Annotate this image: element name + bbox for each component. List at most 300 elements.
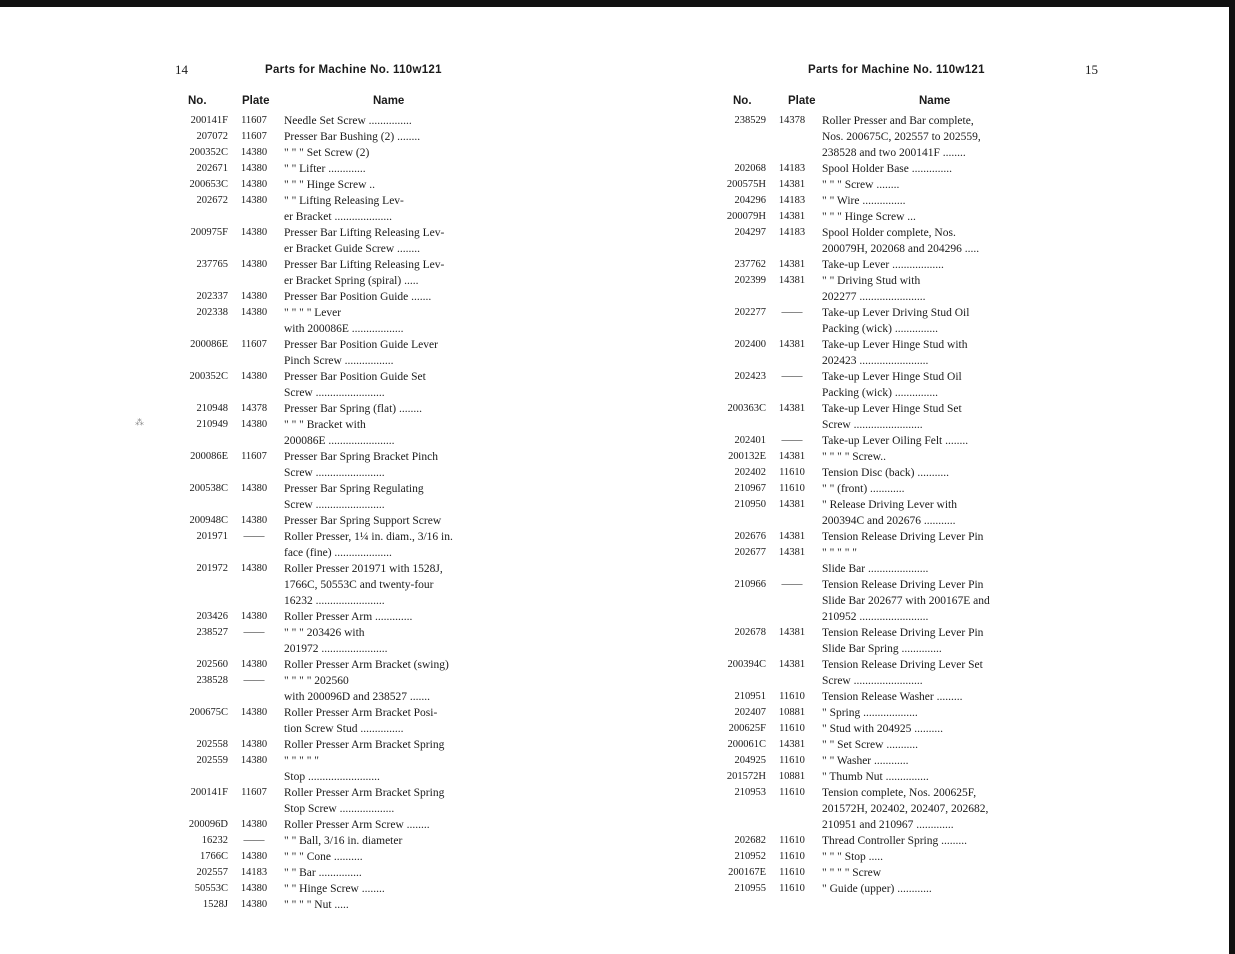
plate-number: 14380: [240, 163, 268, 174]
part-name: " " Hinge Screw ........: [284, 883, 385, 895]
part-number: 210952: [734, 851, 766, 862]
part-name: Packing (wick) ...............: [822, 387, 938, 399]
part-number: 210950: [734, 499, 766, 510]
table-row: [706, 561, 1058, 577]
table-row: [170, 849, 515, 865]
table-row: [706, 625, 1058, 641]
plate-number: 14381: [778, 627, 806, 638]
table-row: [706, 817, 1058, 833]
part-name: Slide Bar Spring ..............: [822, 643, 942, 655]
part-number: 200079H: [726, 211, 766, 222]
table-row: [170, 273, 515, 289]
table-row: [170, 321, 515, 337]
right-header-no: No.: [733, 95, 752, 107]
table-row: [706, 577, 1058, 593]
table-row: [706, 849, 1058, 865]
right-column-headers: [706, 95, 1066, 111]
plate-number: 14380: [240, 259, 268, 270]
part-number: 202423: [734, 371, 766, 382]
table-row: [170, 641, 515, 657]
part-name: Presser Bar Lifting Releasing Lev-: [284, 259, 445, 271]
part-name: er Bracket ....................: [284, 211, 392, 223]
plate-number: 14380: [240, 147, 268, 158]
part-number: 202068: [734, 163, 766, 174]
part-number: 237762: [734, 259, 766, 270]
part-name: Packing (wick) ...............: [822, 323, 938, 335]
plate-number: 14380: [240, 179, 268, 190]
table-row: [170, 209, 515, 225]
table-row: [706, 177, 1058, 193]
part-number: 200363C: [727, 403, 766, 414]
part-number: 202682: [734, 835, 766, 846]
part-number: 202402: [734, 467, 766, 478]
table-row: [706, 305, 1058, 321]
part-number: 210966: [734, 579, 766, 590]
part-name: er Bracket Guide Screw ........: [284, 243, 421, 255]
table-row: [706, 737, 1058, 753]
part-name: 210951 and 210967 .............: [822, 819, 954, 831]
part-name: Roller Presser Arm Bracket (swing): [284, 659, 449, 671]
part-number: 202277: [734, 307, 766, 318]
part-number: 202399: [734, 275, 766, 286]
table-row: [170, 561, 515, 577]
table-row: [170, 465, 515, 481]
table-row: [170, 257, 515, 273]
table-row: [170, 673, 515, 689]
part-number: 210953: [734, 787, 766, 798]
part-name: " " " " Screw..: [822, 451, 887, 463]
plate-number: 14380: [240, 659, 268, 670]
table-row: [170, 225, 515, 241]
part-name: " " " " Lever: [284, 307, 342, 319]
table-row: [170, 401, 515, 417]
part-number: 1766C: [199, 851, 228, 862]
part-name: Stop .........................: [284, 771, 380, 783]
plate-number: 11610: [779, 467, 805, 478]
plate-number: 14380: [240, 755, 268, 766]
plate-number: 14381: [778, 211, 806, 222]
plate-number: 11610: [779, 835, 805, 846]
plate-number: 14380: [240, 419, 268, 430]
table-row: [706, 865, 1058, 881]
part-name: Roller Presser Arm Bracket Spring: [284, 787, 445, 799]
part-name: with 200086E ..................: [284, 323, 404, 335]
plate-number: 11607: [241, 787, 267, 798]
plate-number: 14381: [778, 547, 806, 558]
table-row: [706, 353, 1058, 369]
part-name: Presser Bar Spring (flat) ........: [284, 403, 422, 415]
plate-number: 14381: [778, 659, 806, 670]
table-row: [706, 785, 1058, 801]
part-name: face (fine) ....................: [284, 547, 392, 559]
part-name: " " Bar ...............: [284, 867, 362, 879]
part-number: 200625F: [728, 723, 766, 734]
table-row: [170, 513, 515, 529]
part-number: 237765: [196, 259, 228, 270]
table-row: [706, 449, 1058, 465]
plate-number: 14380: [240, 851, 268, 862]
part-number: 200352C: [189, 371, 228, 382]
table-row: [170, 737, 515, 753]
part-number: 200086E: [190, 451, 228, 462]
part-name: " " " Set Screw (2): [284, 147, 370, 159]
part-name: Screw ........................: [284, 499, 385, 511]
part-name: Take-up Lever Oiling Felt ........: [822, 435, 969, 447]
table-row: [170, 705, 515, 721]
plate-number: 14183: [240, 867, 268, 878]
part-name: with 200096D and 238527 .......: [284, 691, 430, 703]
part-name: Presser Bar Bushing (2) ........: [284, 131, 421, 143]
plate-number: 14380: [240, 515, 268, 526]
table-row: [706, 369, 1058, 385]
part-number: 200132E: [728, 451, 766, 462]
plate-number: 14380: [240, 483, 268, 494]
table-row: [706, 801, 1058, 817]
table-row: [706, 689, 1058, 705]
right-header-plate: Plate: [788, 95, 816, 107]
table-row: [170, 817, 515, 833]
part-name: " " (front) ............: [822, 483, 905, 495]
table-row: [170, 337, 515, 353]
part-number: 202671: [196, 163, 228, 174]
plate-number: 11610: [779, 691, 805, 702]
part-name: Take-up Lever Hinge Stud with: [822, 339, 968, 351]
part-name: 1766C, 50553C and twenty-four: [284, 579, 434, 591]
table-row: [706, 481, 1058, 497]
plate-number: 14381: [778, 451, 806, 462]
table-row: [706, 257, 1058, 273]
table-row: [706, 593, 1058, 609]
table-row: [170, 289, 515, 305]
part-name: Roller Presser, 1¼ in. diam., 3/16 in.: [284, 531, 453, 543]
part-name: " " " " Nut .....: [284, 899, 349, 911]
left-parts-table: [170, 113, 515, 913]
table-row: [170, 865, 515, 881]
part-number: 202337: [196, 291, 228, 302]
table-row: [706, 641, 1058, 657]
plate-number: 14381: [778, 275, 806, 286]
part-name: 200086E .......................: [284, 435, 395, 447]
part-name: Tension complete, Nos. 200625F,: [822, 787, 977, 799]
part-name: 202423 ........................: [822, 355, 929, 367]
table-row: [170, 417, 515, 433]
part-number: 202407: [734, 707, 766, 718]
part-number: 200086E: [190, 339, 228, 350]
table-row: [170, 577, 515, 593]
table-row: [170, 721, 515, 737]
plate-number: 14380: [240, 819, 268, 830]
part-name: 200394C and 202676 ...........: [822, 515, 956, 527]
table-row: [706, 545, 1058, 561]
part-number: 200975F: [190, 227, 228, 238]
part-name: Presser Bar Lifting Releasing Lev-: [284, 227, 445, 239]
part-name: " Spring ...................: [822, 707, 918, 719]
left-header-name: Name: [373, 95, 405, 107]
plate-number: 11610: [779, 755, 805, 766]
table-row: [170, 545, 515, 561]
part-name: Tension Release Driving Lever Pin: [822, 531, 984, 543]
table-row: [170, 145, 515, 161]
plate-number: 10881: [778, 771, 806, 782]
part-name: Spool Holder Base ..............: [822, 163, 953, 175]
part-name: " " Lifter .............: [284, 163, 366, 175]
part-name: Pinch Screw .................: [284, 355, 394, 367]
left-page-number: 14: [175, 62, 188, 77]
part-number: 238528: [196, 675, 228, 686]
table-row: [170, 129, 515, 145]
plate-number: 11610: [779, 851, 805, 862]
table-row: [706, 465, 1058, 481]
table-row: [170, 785, 515, 801]
right-header-name: Name: [919, 95, 951, 107]
part-name: Take-up Lever ..................: [822, 259, 944, 271]
table-row: [706, 209, 1058, 225]
part-name: Needle Set Screw ...............: [284, 115, 412, 127]
part-name: " Guide (upper) ............: [822, 883, 932, 895]
part-name: 16232 ........................: [284, 595, 385, 607]
part-name: " " " Hinge Screw ...: [822, 211, 916, 223]
part-name: " " " 203426 with: [284, 627, 365, 639]
part-number: 201971: [196, 531, 228, 542]
table-row: [706, 113, 1058, 129]
part-name: Nos. 200675C, 202557 to 202559,: [822, 131, 981, 143]
part-name: " " " " ": [284, 755, 319, 767]
part-number: 200096D: [188, 819, 228, 830]
plate-number: 14380: [240, 307, 268, 318]
part-number: 210948: [196, 403, 228, 414]
part-number: 210967: [734, 483, 766, 494]
part-number: 203426: [196, 611, 228, 622]
left-column-headers: [168, 95, 528, 111]
part-number: 200538C: [189, 483, 228, 494]
part-number: 200141F: [190, 787, 228, 798]
table-row: [170, 385, 515, 401]
table-row: [170, 769, 515, 785]
part-number: 201972: [196, 563, 228, 574]
part-name: er Bracket Spring (spiral) .....: [284, 275, 419, 287]
plate-number: 14378: [240, 403, 268, 414]
plate-number: 11610: [779, 867, 805, 878]
part-name: " Thumb Nut ...............: [822, 771, 929, 783]
plate-number: 14381: [778, 259, 806, 270]
plate-number: 11607: [241, 451, 267, 462]
plate-number: 14380: [240, 291, 268, 302]
part-name: Take-up Lever Hinge Stud Set: [822, 403, 962, 415]
plate-number: 14380: [240, 707, 268, 718]
part-name: " " Driving Stud with: [822, 275, 921, 287]
part-name: " " Lifting Releasing Lev-: [284, 195, 404, 207]
part-name: Tension Release Washer .........: [822, 691, 963, 703]
part-number: 202676: [734, 531, 766, 542]
part-name: Slide Bar .....................: [822, 563, 929, 575]
part-number: 200167E: [728, 867, 766, 878]
plate-number: 11610: [779, 787, 805, 798]
part-name: Screw ........................: [822, 675, 923, 687]
part-number: 210951: [734, 691, 766, 702]
table-row: [170, 241, 515, 257]
plate-number: 11610: [779, 483, 805, 494]
right-page-number: 15: [1085, 62, 1098, 77]
plate-number: 14378: [778, 115, 806, 126]
plate-number: ——: [243, 531, 265, 542]
part-name: 202277 .......................: [822, 291, 926, 303]
table-row: [170, 801, 515, 817]
part-number: 1528J: [202, 899, 228, 910]
part-name: Screw ........................: [284, 467, 385, 479]
table-row: [170, 177, 515, 193]
table-row: [170, 609, 515, 625]
table-row: [170, 529, 515, 545]
table-row: [706, 529, 1058, 545]
table-row: [706, 241, 1058, 257]
part-name: " " " " ": [822, 547, 857, 559]
part-number: 200653C: [189, 179, 228, 190]
table-row: [706, 193, 1058, 209]
table-row: [706, 225, 1058, 241]
part-name: 201572H, 202402, 202407, 202682,: [822, 803, 989, 815]
part-name: " " Wire ...............: [822, 195, 906, 207]
part-number: 207072: [196, 131, 228, 142]
table-row: [706, 705, 1058, 721]
plate-number: 14381: [778, 179, 806, 190]
right-parts-table: [706, 113, 1058, 897]
part-number: 50553C: [194, 883, 228, 894]
part-name: Tension Disc (back) ...........: [822, 467, 949, 479]
plate-number: 11610: [779, 723, 805, 734]
part-number: 204297: [734, 227, 766, 238]
part-name: Spool Holder complete, Nos.: [822, 227, 956, 239]
table-row: [170, 193, 515, 209]
table-row: [170, 593, 515, 609]
part-number: 202401: [734, 435, 766, 446]
table-row: [170, 897, 515, 913]
part-name: Roller Presser Arm Screw ........: [284, 819, 430, 831]
plate-number: 11607: [241, 131, 267, 142]
part-name: " " " " Screw: [822, 867, 882, 879]
part-name: " " " Bracket with: [284, 419, 366, 431]
part-name: Presser Bar Spring Bracket Pinch: [284, 451, 438, 463]
table-row: [706, 161, 1058, 177]
table-row: [706, 513, 1058, 529]
part-name: Screw ........................: [284, 387, 385, 399]
scan-right-border: [1229, 0, 1235, 954]
part-name: Roller Presser Arm .............: [284, 611, 413, 623]
plate-number: ——: [781, 307, 803, 318]
table-row: [170, 625, 515, 641]
table-row: [706, 145, 1058, 161]
table-row: [706, 129, 1058, 145]
plate-number: 14380: [240, 883, 268, 894]
plate-number: 14381: [778, 531, 806, 542]
table-row: [170, 833, 515, 849]
plate-number: 14380: [240, 227, 268, 238]
part-name: Tension Release Driving Lever Pin: [822, 627, 984, 639]
table-row: [706, 337, 1058, 353]
left-header-plate: Plate: [242, 95, 270, 107]
table-row: [706, 769, 1058, 785]
scan-top-border: [0, 0, 1235, 7]
part-name: Thread Controller Spring .........: [822, 835, 968, 847]
table-row: [170, 161, 515, 177]
table-row: [706, 833, 1058, 849]
plate-number: 11610: [779, 883, 805, 894]
part-name: Roller Presser Arm Bracket Spring: [284, 739, 445, 751]
part-name: " " " Screw ........: [822, 179, 900, 191]
table-row: [170, 657, 515, 673]
part-name: " " " Hinge Screw ..: [284, 179, 376, 191]
plate-number: ——: [781, 371, 803, 382]
plate-number: 14381: [778, 739, 806, 750]
part-number: 200575H: [726, 179, 766, 190]
part-name: Take-up Lever Hinge Stud Oil: [822, 371, 962, 383]
plate-number: 11607: [241, 339, 267, 350]
table-row: [706, 657, 1058, 673]
part-number: 202559: [196, 755, 228, 766]
part-number: 202338: [196, 307, 228, 318]
part-number: 200394C: [727, 659, 766, 670]
plate-number: 14381: [778, 339, 806, 350]
part-name: " " Washer ............: [822, 755, 909, 767]
plate-number: 14380: [240, 611, 268, 622]
part-number: 210949: [196, 419, 228, 430]
table-row: [706, 321, 1058, 337]
part-name: 238528 and two 200141F ........: [822, 147, 966, 159]
part-name: " " " Stop .....: [822, 851, 884, 863]
part-number: 204925: [734, 755, 766, 766]
part-name: Take-up Lever Driving Stud Oil: [822, 307, 970, 319]
part-number: 200675C: [189, 707, 228, 718]
table-row: [706, 753, 1058, 769]
part-name: " " Set Screw ...........: [822, 739, 918, 751]
part-name: " Release Driving Lever with: [822, 499, 957, 511]
part-name: " " " Cone ..........: [284, 851, 363, 863]
plate-number: 14381: [778, 403, 806, 414]
part-number: 210955: [734, 883, 766, 894]
table-row: [706, 385, 1058, 401]
table-row: [706, 289, 1058, 305]
table-row: [170, 481, 515, 497]
part-number: 238529: [734, 115, 766, 126]
part-number: 202400: [734, 339, 766, 350]
plate-number: 14183: [778, 195, 806, 206]
table-row: [170, 433, 515, 449]
table-row: [170, 753, 515, 769]
part-name: Roller Presser and Bar complete,: [822, 115, 974, 127]
part-number: 200061C: [727, 739, 766, 750]
plate-number: 14380: [240, 563, 268, 574]
table-row: [170, 353, 515, 369]
table-row: [706, 273, 1058, 289]
plate-number: 14183: [778, 227, 806, 238]
left-running-head: Parts for Machine No. 110w121: [265, 64, 442, 76]
part-name: 201972 .......................: [284, 643, 388, 655]
part-number: 200352C: [189, 147, 228, 158]
part-number: 202558: [196, 739, 228, 750]
part-number: 202672: [196, 195, 228, 206]
table-row: [706, 609, 1058, 625]
plate-number: 14380: [240, 195, 268, 206]
part-name: Presser Bar Spring Regulating: [284, 483, 424, 495]
part-name: " " " " 202560: [284, 675, 349, 687]
part-number: 238527: [196, 627, 228, 638]
plate-number: ——: [243, 627, 265, 638]
part-name: " Stud with 204925 ..........: [822, 723, 943, 735]
part-name: Screw ........................: [822, 419, 923, 431]
part-name: Presser Bar Spring Support Screw: [284, 515, 442, 527]
part-number: 202677: [734, 547, 766, 558]
table-row: [706, 417, 1058, 433]
part-name: Roller Presser Arm Bracket Posi-: [284, 707, 438, 719]
